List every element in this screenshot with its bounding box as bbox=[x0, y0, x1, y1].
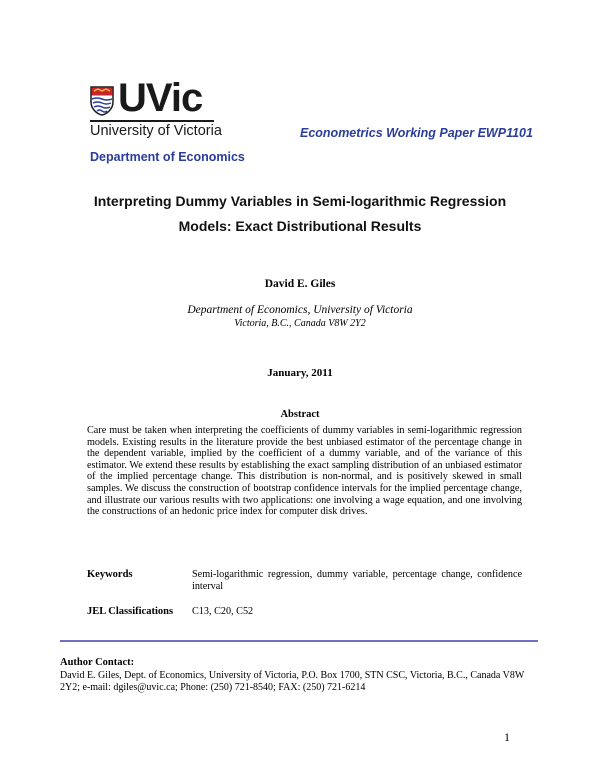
author-affiliation: Department of Economics, University of Victoria bbox=[187, 304, 413, 316]
jel-label: JEL Classifications bbox=[87, 606, 174, 617]
section-divider bbox=[60, 640, 538, 642]
author-contact-heading: Author Contact: bbox=[60, 657, 135, 668]
working-paper-label: Econometrics Working Paper EWP1101 bbox=[300, 126, 533, 140]
logo-subtitle: University of Victoria bbox=[90, 123, 222, 139]
author-address: Victoria, B.C., Canada V8W 2Y2 bbox=[234, 318, 366, 329]
department-label: Department of Economics bbox=[90, 150, 245, 164]
logo-wordmark: UVic bbox=[118, 76, 203, 120]
abstract-heading: Abstract bbox=[280, 409, 320, 420]
jel-text: C13, C20, C52 bbox=[192, 606, 254, 617]
logo-divider bbox=[90, 120, 214, 122]
keywords-text: Semi-logarithmic regression, dummy variable, percentage change, confidence interval bbox=[192, 569, 522, 592]
author-contact-text: David E. Giles, Dept. of Economics, University of Victoria, P.O. Box 1700, STN CSC, Victoria, B.C., Canada V8W 2Y2; e-mail: dgiles@uvic.ca; Phone: (250) 721-8540; FAX: (250) 721-6214 bbox=[60, 670, 525, 693]
uvic-logo bbox=[90, 76, 260, 148]
abstract-text: Care must be taken when interpreting the coefficients of dummy variables in semi-logarithmic regression models. Existing results in the literature provide the best unbiased estimator of the percentage change in the dependent variable, implied by the coefficient of a dummy variable, and of the variance of this estimator. We extend these results by establishing the exact sampling distribution of an unbiased estimator of the implied percentage change. This distribution is non-normal, and is positively skewed in small samples. We discuss the construction of bootstrap confidence intervals for the implied percentage change, and illustrate our various results with two applications: one involving a wage equation, and one involving the constructions of an hedonic price index for computer disk drives. bbox=[87, 425, 522, 518]
keywords-label: Keywords bbox=[87, 569, 133, 580]
paper-title-line-1: Interpreting Dummy Variables in Semi-logarithmic Regression bbox=[93, 193, 507, 209]
page-number: 1 bbox=[504, 730, 510, 744]
paper-title-line-2: Models: Exact Distributional Results bbox=[178, 218, 422, 234]
author-name: David E. Giles bbox=[264, 278, 336, 290]
uvic-shield-icon bbox=[90, 86, 114, 116]
paper-date: January, 2011 bbox=[267, 367, 333, 379]
